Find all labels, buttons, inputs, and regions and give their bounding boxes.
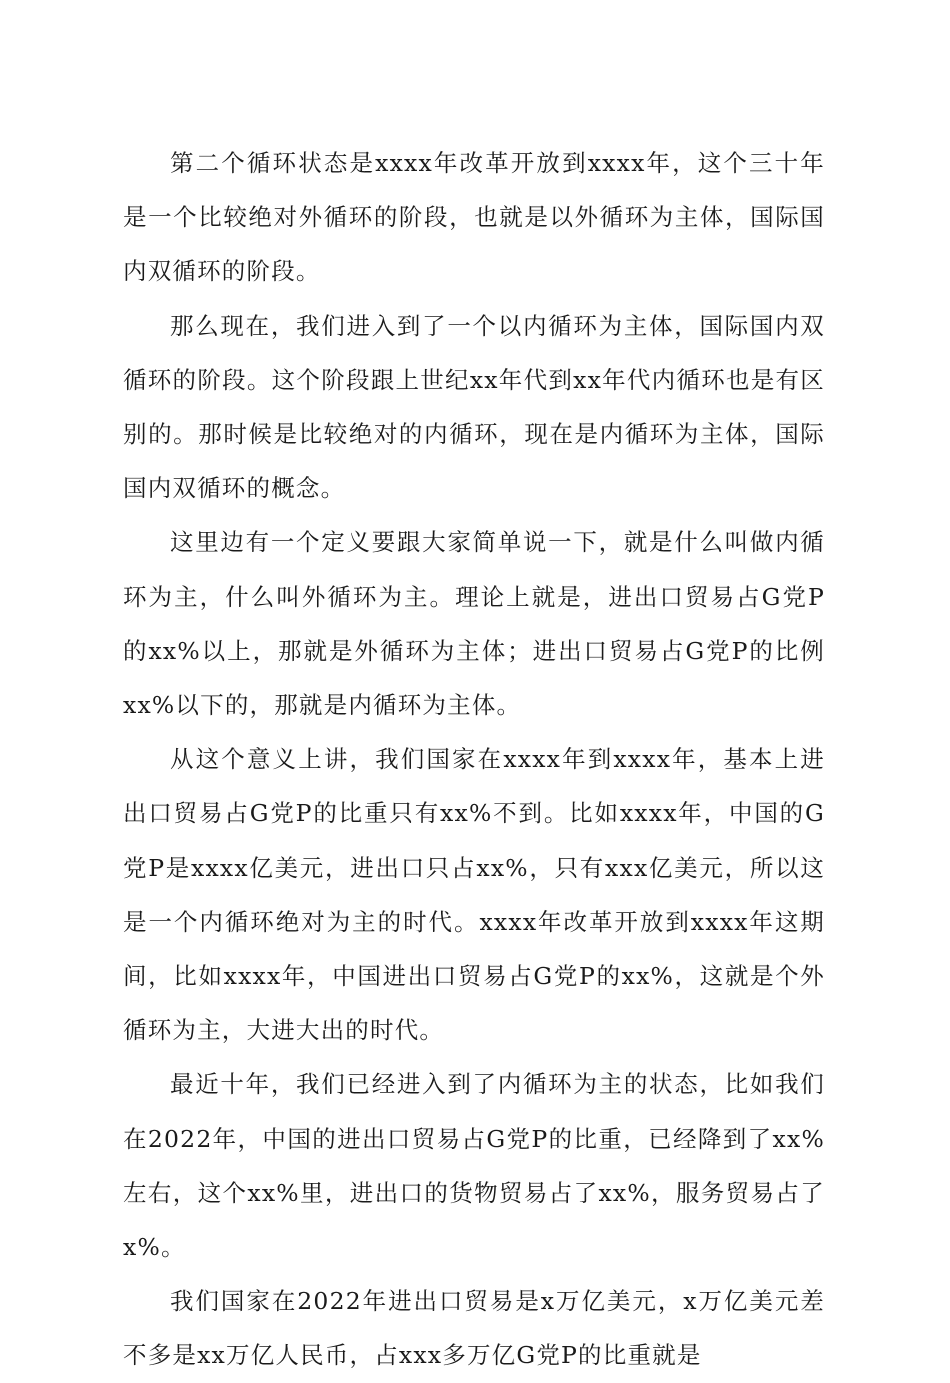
document-body xyxy=(123,136,825,1383)
paragraph-1: 第二个循环状态是xxxx年改革开放到xxxx年，这个三十年是一个比较绝对外循环的阶段，也就是以外循环为主体，国际国内双循环的阶段。 xyxy=(123,149,825,286)
paragraph-3: 这里边有一个定义要跟大家简单说一下，就是什么叫做内循环为主，什么叫外循环为主。理论上就是，进出口贸易占G党P的xx%以上，那就是外循环为主体；进出口贸易占G党P的比例xx%以下的，那就是内循环为主体。 xyxy=(123,528,825,720)
paragraph-2: 那么现在，我们进入到了一个以内循环为主体，国际国内双循环的阶段。这个阶段跟上世纪xx年代到xx年代内循环也是有区别的。那时候是比较绝对的内循环，现在是内循环为主体，国际国内双循环的概念。 xyxy=(123,311,825,503)
paragraph-4: 从这个意义上讲，我们国家在xxxx年到xxxx年，基本上进出口贸易占G党P的比重只有xx%不到。比如xxxx年，中国的G党P是xxxx亿美元，进出口只占xx%，只有xxx亿美元，所以这是一个内循环绝对为主的时代。xxxx年改革开放到xxxx年这期间，比如xxxx年，中国进出口贸易占G党P的xx%，这就是个外循环为主，大进大出的时代。 xyxy=(123,745,825,1045)
paragraph-6: 我们国家在2022年进出口贸易是x万亿美元，x万亿美元差不多是xx万亿人民币，占xxx多万亿G党P的比重就是 xyxy=(123,1287,825,1370)
paragraph-5: 最近十年，我们已经进入到了内循环为主的状态，比如我们在2022年，中国的进出口贸易占G党P的比重，已经降到了xx%左右，这个xx%里，进出口的货物贸易占了xx%，服务贸易占了x%。 xyxy=(123,1070,825,1262)
